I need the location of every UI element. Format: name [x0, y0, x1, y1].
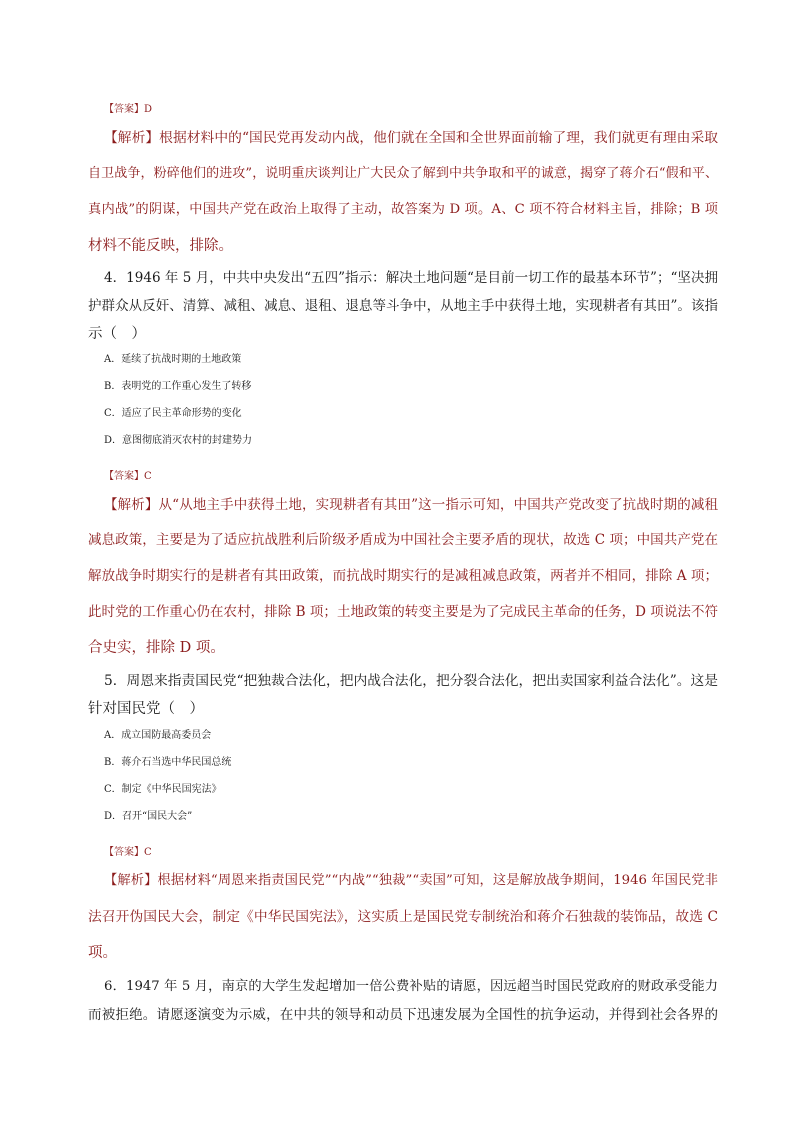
question-line: 针对国民党（ ） — [88, 701, 204, 717]
analysis-line: 减息政策，主要是为了适应抗战胜利后阶级矛盾成为中国社会主要矛盾的现状，故选 C 项；中国共产党在 — [88, 532, 718, 548]
analysis-line: 自卫战争，粉碎他们的进攻”，说明重庆谈判让广大民众了解到中共争取和平的诚意，揭穿了蒋介石“假和平、 — [88, 166, 718, 181]
option-b: B．表明党的工作重心发生了转移 — [104, 381, 252, 392]
question-line: 5．周恩来指责国民党“把独裁合法化，把内战合法化，把分裂合法化，把出卖国家利益合法化”。这是 — [104, 673, 719, 689]
answer-value: C — [144, 471, 152, 482]
option-a: A．成立国防最高委员会 — [104, 730, 212, 741]
answer-line — [104, 100, 734, 120]
option-a: A．延续了抗战时期的土地政策 — [104, 354, 242, 365]
question-line: 6．1947 年 5 月，南京的大学生发起增加一倍公费补贴的请愿，因远超当时国民党政府的财政承受能力 — [104, 979, 718, 994]
analysis-line: 法召开伪国民大会，制定《中华民国宪法》，这实质上是国民党专制统治和蒋介石独裁的装饰品，故选 C — [88, 909, 718, 925]
analysis-line: 【解析】根据材料“周恩来指责国民党”“内战”“独裁”“卖国”可知，这是解放战争期间，1946 年国民党非 — [104, 873, 718, 888]
analysis-line: 【解析】根据材料中的“国民党再发动内战，他们就在全国和全世界面前输了理，我们就更有理由采取 — [104, 130, 718, 146]
answer-value: D — [144, 104, 153, 115]
answer-line — [104, 467, 734, 487]
option-c: C．适应了民主革命形势的变化 — [104, 408, 242, 419]
answer-label: 【答案】 — [104, 471, 144, 482]
question-line: 4．1946 年 5 月，中共中央发出“五四”指示：解决土地问题“是目前一切工作的最基本环节”；“坚决拥 — [104, 270, 718, 286]
analysis-line: 【解析】从“从地主手中获得土地，实现耕者有其田”这一指示可知，中国共产党改变了抗战时期的减租 — [104, 497, 718, 513]
option-c: C．制定《中华民国宪法》 — [104, 784, 222, 795]
answer-label: 【答案】 — [104, 847, 144, 858]
question-line: 示（ ） — [88, 326, 146, 342]
analysis-line: 材料不能反映，排除。 — [88, 238, 233, 254]
analysis-line: 合史实，排除 D 项。 — [88, 640, 225, 656]
question-line: 而被拒绝。请愿逐演变为示威，在中共的领导和动员下迅速发展为全国性的抗争运动，并得到社会各界的 — [88, 1007, 718, 1023]
option-d: D．意图彻底消灭农村的封建势力 — [104, 435, 253, 446]
answer-value: C — [144, 847, 152, 858]
analysis-line: 解放战争时期实行的是耕者有其田政策，而抗战时期实行的是减租减息政策，两者并不相同，排除 A 项； — [88, 568, 718, 584]
analysis-line: 此时党的工作重心仍在农村，排除 B 项；土地政策的转变主要是为了完成民主革命的任务，D 项说法不符 — [88, 604, 718, 620]
answer-line — [104, 843, 734, 863]
option-d: D．召开“国民大会” — [104, 811, 193, 822]
answer-label: 【答案】 — [104, 104, 144, 115]
analysis-line: 项。 — [88, 945, 117, 961]
analysis-line: 真内战”的阴谋，中国共产党在政治上取得了主动，故答案为 D 项。A、C 项不符合材料主旨，排除；B 项 — [88, 202, 718, 217]
option-b: B．蒋介石当选中华民国总统 — [104, 757, 232, 768]
question-line: 护群众从反奸、清算、减租、减息、退租、退息等斗争中，从地主手中获得土地，实现耕者有其田”。该指 — [88, 298, 718, 314]
